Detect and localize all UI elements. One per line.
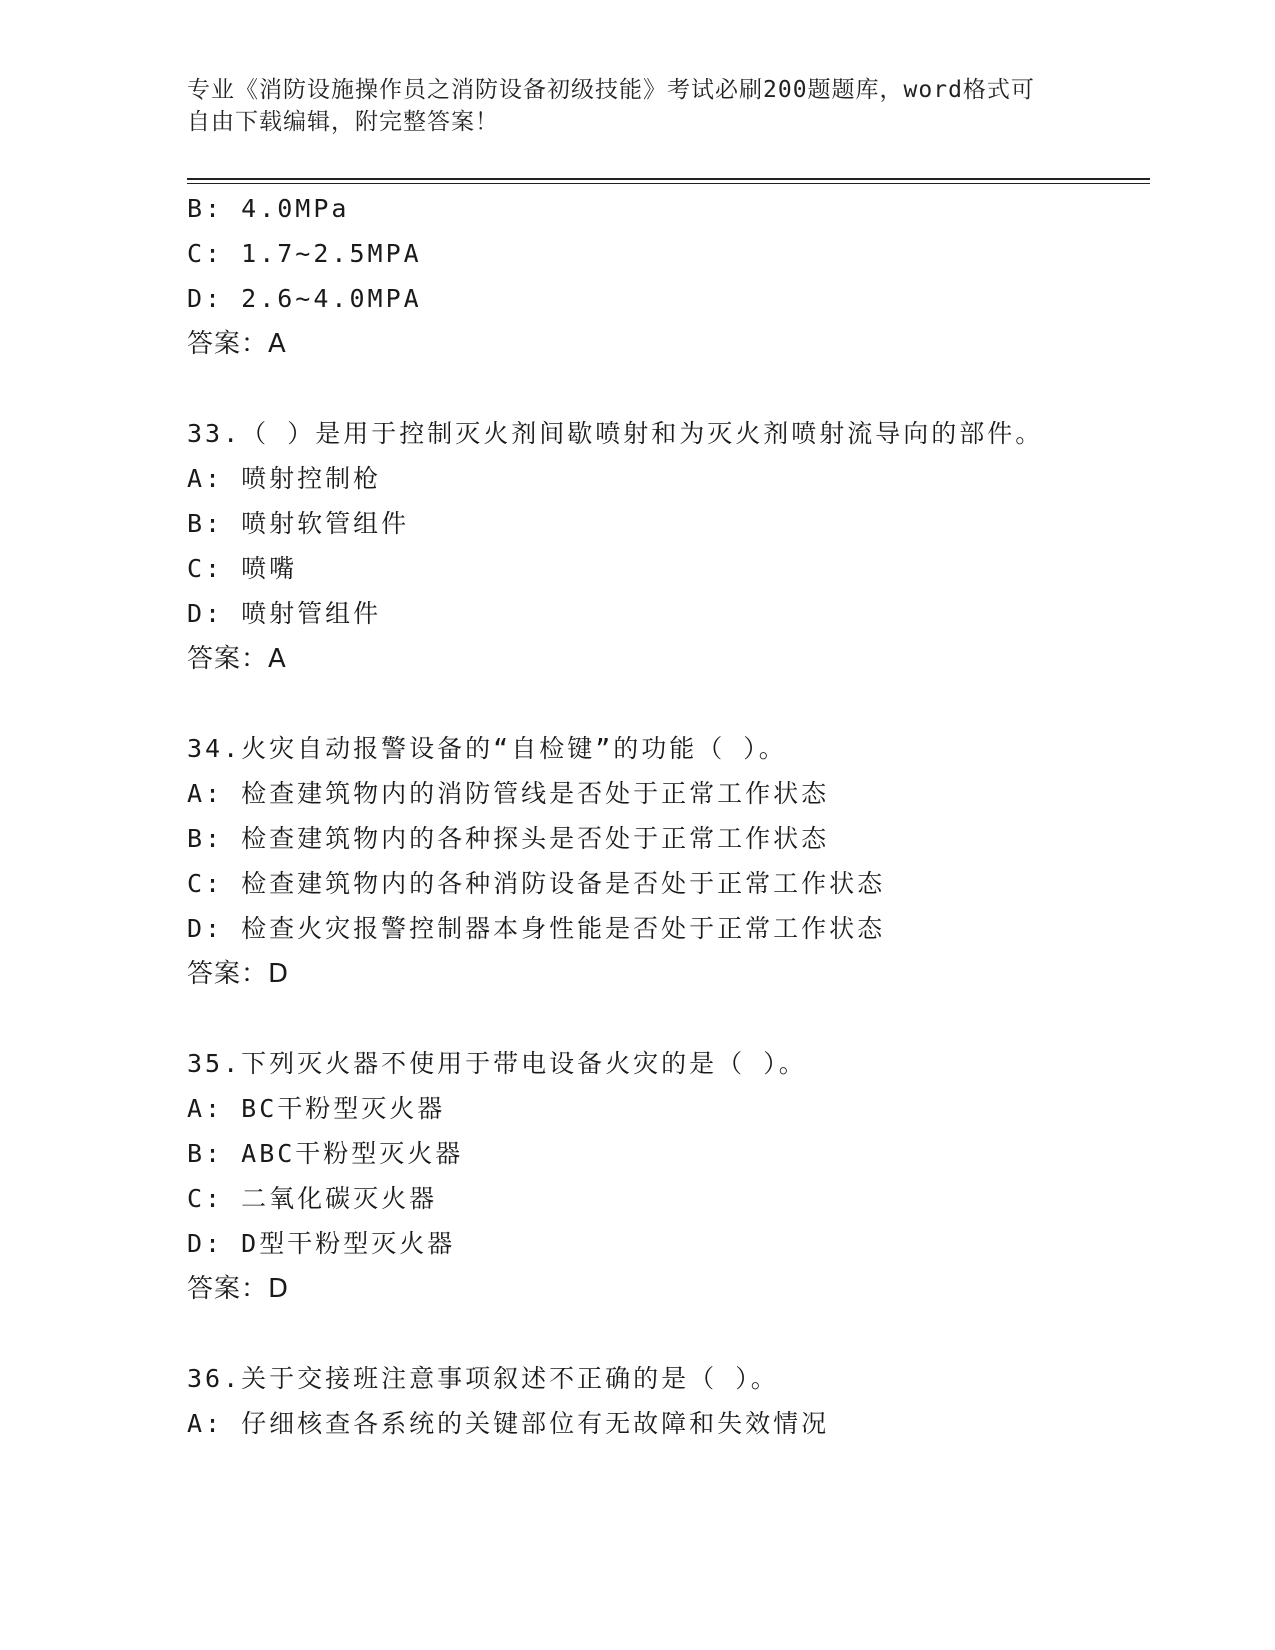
header-divider-thin (187, 183, 1150, 184)
q35-option-a: A: BC干粉型灭火器 (187, 1094, 446, 1123)
q33-stem: 33.（ ）是用于控制灭火剂间歇喷射和为灭火剂喷射流导向的部件。 (187, 419, 1044, 448)
header-divider (187, 178, 1150, 180)
q34-option-a: A: 检查建筑物内的消防管线是否处于正常工作状态 (187, 779, 830, 808)
q33-answer: 答案：A (187, 644, 287, 674)
q34-option-c: C: 检查建筑物内的各种消防设备是否处于正常工作状态 (187, 869, 886, 898)
q33-option-d: D: 喷射管组件 (187, 599, 382, 628)
q32-answer: 答案：A (187, 329, 287, 359)
header-title-line-2: 自由下载编辑，附完整答案！ (187, 109, 499, 135)
document-header (187, 74, 1087, 138)
q32-option-b: B: 4.0MPa (187, 194, 350, 223)
q34-option-d: D: 检查火灾报警控制器本身性能是否处于正常工作状态 (187, 914, 886, 943)
q34-answer: 答案：D (187, 959, 290, 989)
q35-option-c: C: 二氧化碳灭火器 (187, 1184, 438, 1213)
q36-option-a: A: 仔细核查各系统的关键部位有无故障和失效情况 (187, 1409, 830, 1438)
q32-option-d: D: 2.6~4.0MPA (187, 284, 422, 313)
q33-option-a: A: 喷射控制枪 (187, 464, 382, 493)
q35-stem: 35.下列灭火器不使用于带电设备火灾的是（ ）。 (187, 1049, 807, 1078)
q32-option-c: C: 1.7~2.5MPA (187, 239, 422, 268)
q33-option-c: C: 喷嘴 (187, 554, 298, 583)
header-title-line-1: 专业《消防设施操作员之消防设备初级技能》考试必刷200题题库，word格式可 (187, 77, 1035, 103)
q34-option-b: B: 检查建筑物内的各种探头是否处于正常工作状态 (187, 824, 830, 853)
q35-option-d: D: D型干粉型灭火器 (187, 1229, 456, 1258)
q33-option-b: B: 喷射软管组件 (187, 509, 410, 538)
q35-option-b: B: ABC干粉型灭火器 (187, 1139, 464, 1168)
q34-stem: 34.火灾自动报警设备的“自检键”的功能（ ）。 (187, 734, 787, 763)
q35-answer: 答案：D (187, 1274, 290, 1304)
q36-stem: 36.关于交接班注意事项叙述不正确的是（ ）。 (187, 1364, 779, 1393)
